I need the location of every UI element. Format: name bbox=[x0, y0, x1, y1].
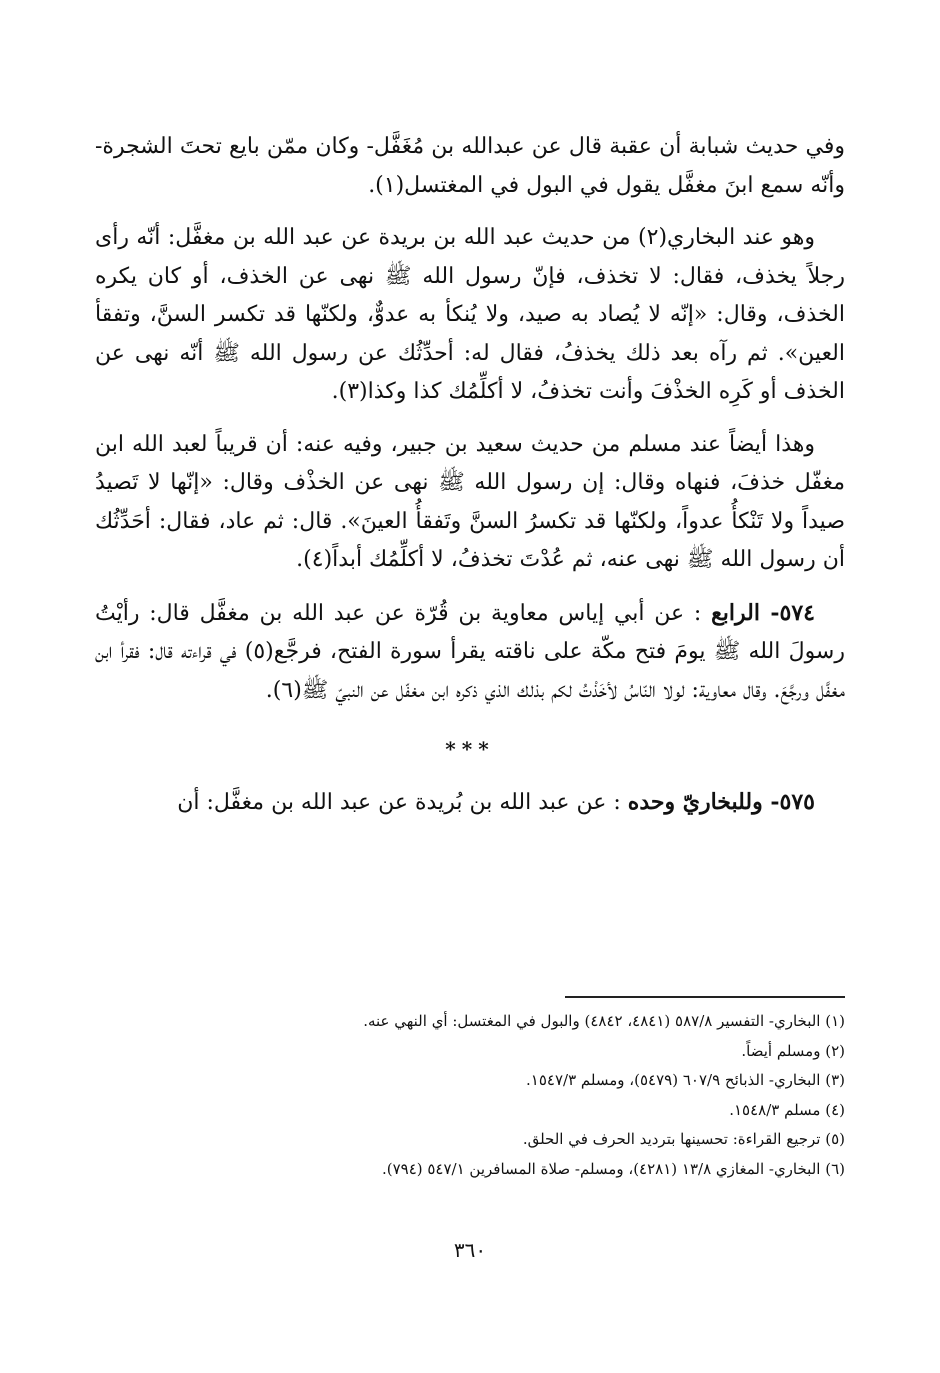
footnotes bbox=[95, 1007, 845, 1184]
hadith-575-text: : عن عبد الله بن بُريدة عن عبد الله بن مغفَّل: أن bbox=[177, 789, 621, 815]
hadith-575-label: ٥٧٥- وللبخاريّ وحده bbox=[627, 788, 815, 815]
hadith-574-label: ٥٧٤- الرابع bbox=[711, 599, 815, 626]
footnote-1: (١) البخاري- التفسير ٥٨٧/٨ (٤٨٤١، ٤٨٤٢) والبول في المغتسل: أي النهي عنه. bbox=[363, 1012, 845, 1030]
section-separator: *** bbox=[445, 737, 495, 761]
footnote-divider bbox=[565, 996, 845, 998]
footnote-3: (٣) البخاري- الذبائح ٦٠٧/٩ (٥٤٧٩)، ومسلم ١٥٤٧/٣. bbox=[526, 1071, 845, 1089]
page-number: ٣٦٠ bbox=[453, 1238, 487, 1262]
hadith-574 bbox=[95, 594, 845, 711]
hadith-574-text: : عن أبي إياس معاوية بن قُرّة عن عبد الله بن مغفَّل قال: رأيْتُ رسولَ الله ﷺ يومَ فتح مكّة على ناقته يقرأ سورة الفتح، فرجَّع(٥) في قراءته قال: فقرأ ابن مغفَّل ورجَّعَ. وقال معاوية: لولا النّاسُ لأخَذْتُ لكم بذلك الذي ذكره ابن مغفّل عن النبيّ ﷺ(٦). bbox=[95, 600, 845, 703]
main-text bbox=[95, 128, 845, 836]
hadith-575 bbox=[95, 783, 845, 823]
footnote-2: (٢) ومسلم أيضاً. bbox=[741, 1041, 845, 1060]
footnote-5: (٥) ترجيع القراءة: تحسينها بترديد الحرف في الحلق. bbox=[522, 1130, 845, 1148]
paragraph-bukhari: وهو عند البخاري(٢) من حديث عبد الله بن بريدة عن عبد الله بن مغفَّل: أنّه رأى رجلاً يخذف، فقال: لا تخذف، فإنّ رسول الله ﷺ نهى عن الخذف، أو كان يكره الخذف، وقال: «إنّه لا يُصاد به صيد، ولا يُنكأ به عدوٌّ، ولكنّها قد تكسر السنَّ، وتفقأ العين». ثم رآه بعد ذلك يخذفُ، فقال له: أحدِّثُك عن رسول الله ﷺ أنّه نهى عن الخذف أو كَرِه الخذْفَ وأنت تخذفُ، لا أكلِّمُك كذا وكذا(٣). bbox=[95, 225, 846, 404]
footnote-4: (٤) مسلم ١٥٤٨/٣. bbox=[729, 1100, 845, 1119]
paragraph-muslim: وهذا أيضاً عند مسلم من حديث سعيد بن جبير، وفيه عنه: أن قريباً لعبد الله ابن مغفّل خذفَ، فنهاه وقال: إن رسول الله ﷺ نهى عن الخذْف وقال: «إنّها لا تَصيدُ صيداً ولا تَنْكأُ عدواً، ولكنّها قد تكسرُ السنَّ وتَفقأُ العينَ». قال: ثم عاد، فقال: أحَدِّثُك أن رسول الله ﷺ نهى عنه، ثم عُدْتَ تخذفُ، لا أكلِّمُك أبداً(٤). bbox=[95, 431, 845, 572]
paragraph-shababa: وفي حديث شبابة أن عقبة قال عن عبدالله بن مُغَفَّل- وكان ممّن بايع تحتَ الشجرة- وأنّه سمع ابنَ مغفَّل يقول في البول في المغتسل(١). bbox=[95, 134, 845, 198]
footnote-6: (٦) البخاري- المغازي ١٣/٨ (٤٢٨١)، ومسلم- صلاة المسافرين ٥٤٧/١ (٧٩٤). bbox=[381, 1159, 845, 1178]
